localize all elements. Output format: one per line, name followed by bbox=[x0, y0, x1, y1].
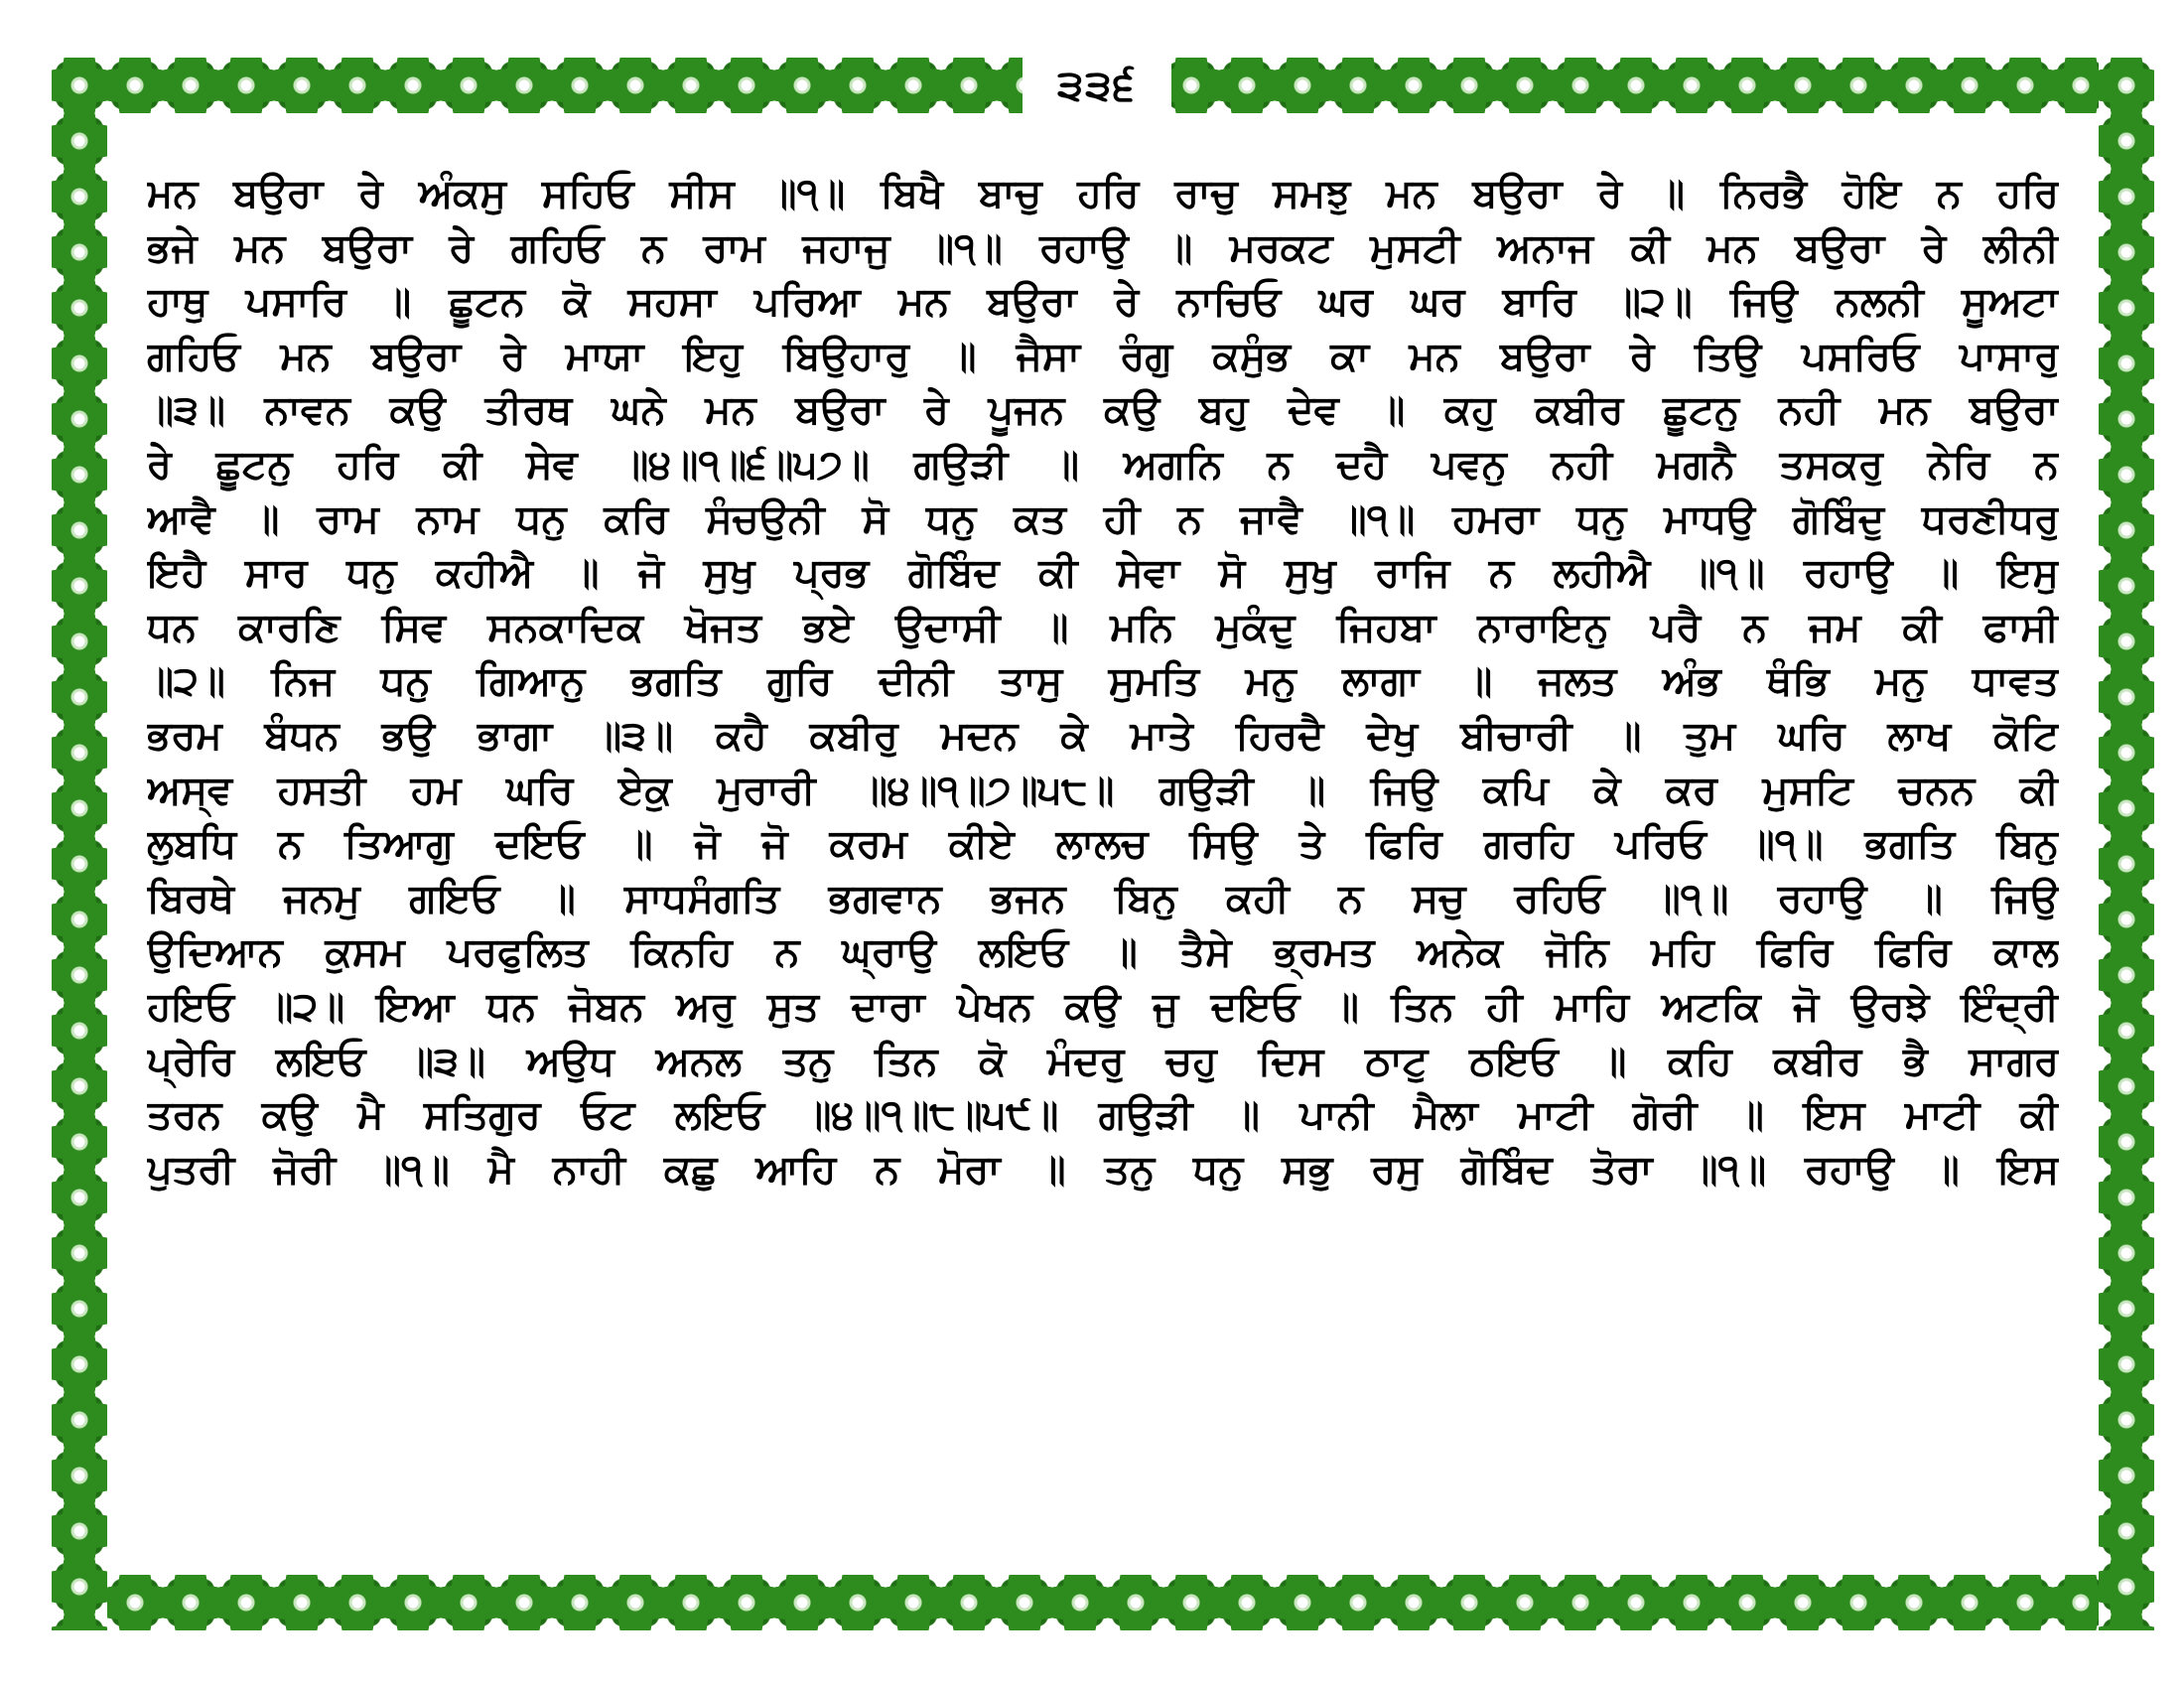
text-line: ਇਹੈ ਸਾਰ ਧਨੁ ਕਹੀਐ ॥ ਜੋ ਸੁਖੁ ਪ੍ਰਭ ਗੋਬਿੰਦ ਕੀ ਸੇਵਾ ਸੋ ਸੁਖੁ ਰਾਜਿ ਨ ਲਹੀਐ ॥੧॥ ਰਹਾਉ ॥ ਇਸੁ bbox=[147, 550, 2059, 597]
text-line: ਬਿਰਥੇ ਜਨਮੁ ਗਇਓ ॥ ਸਾਧਸੰਗਤਿ ਭਗਵਾਨ ਭਜਨ ਬਿਨੁ ਕਹੀ ਨ ਸਚੁ ਰਹਿਓ ॥੧॥ ਰਹਾਉ ॥ ਜਿਉ bbox=[147, 875, 2059, 921]
text-line: ਉਦਿਆਨ ਕੁਸਮ ਪਰਫੁਲਿਤ ਕਿਨਹਿ ਨ ਘ੍ਰਾਉ ਲਇਓ ॥ ਤੈਸੇ ਭ੍ਰਮਤ ਅਨੇਕ ਜੋਨਿ ਮਹਿ ਫਿਰਿ ਫਿਰਿ ਕਾਲ bbox=[147, 929, 2059, 976]
text-line: ਪ੍ਰੇਰਿ ਲਇਓ ॥੩॥ ਅਉਧ ਅਨਲ ਤਨੁ ਤਿਨ ਕੋ ਮੰਦਰੁ ਚਹੁ ਦਿਸ ਠਾਟੁ ਠਇਓ ॥ ਕਹਿ ਕਬੀਰ ਭੈ ਸਾਗਰ bbox=[147, 1038, 2059, 1084]
page-number-container bbox=[1023, 58, 1171, 113]
text-line: ਭਜੇ ਮਨ ਬਉਰਾ ਰੇ ਗਹਿਓ ਨ ਰਾਮ ਜਹਾਜੁ ॥੧॥ ਰਹਾਉ ॥ ਮਰਕਟ ਮੁਸਟੀ ਅਨਾਜ ਕੀ ਮਨ ਬਉਰਾ ਰੇ ਲੀਨੀ bbox=[147, 224, 2059, 271]
flower-border-left bbox=[52, 58, 107, 1630]
text-line: ਤਰਨ ਕਉ ਮੈ ਸਤਿਗੁਰ ਓਟ ਲਇਓ ॥੪॥੧॥੮॥੫੯॥ ਗਉੜੀ ॥ ਪਾਨੀ ਮੈਲਾ ਮਾਟੀ ਗੋਰੀ ॥ ਇਸ ਮਾਟੀ ਕੀ bbox=[147, 1092, 2059, 1139]
page-number: ੩੩੬ bbox=[1057, 61, 1137, 109]
flower-border-bottom bbox=[52, 1575, 2154, 1630]
text-line: ਧਨ ਕਾਰਣਿ ਸਿਵ ਸਨਕਾਦਿਕ ਖੋਜਤ ਭਏ ਉਦਾਸੀ ॥ ਮਨਿ ਮੁਕੰਦੁ ਜਿਹਬਾ ਨਾਰਾਇਨੁ ਪਰੈ ਨ ਜਮ ਕੀ ਫਾਸੀ bbox=[147, 604, 2059, 650]
text-line: ॥੩॥ ਨਾਵਨ ਕਉ ਤੀਰਥ ਘਨੇ ਮਨ ਬਉਰਾ ਰੇ ਪੂਜਨ ਕਉ ਬਹੁ ਦੇਵ ॥ ਕਹੁ ਕਬੀਰ ਛੂਟਨੁ ਨਹੀ ਮਨ ਬਉਰਾ bbox=[147, 387, 2059, 434]
text-line: ਹਾਥੁ ਪਸਾਰਿ ॥ ਛੂਟਨ ਕੋ ਸਹਸਾ ਪਰਿਆ ਮਨ ਬਉਰਾ ਰੇ ਨਾਚਿਓ ਘਰ ਘਰ ਬਾਰਿ ॥੨॥ ਜਿਉ ਨਲਨੀ ਸੂਅਟਾ bbox=[147, 279, 2059, 326]
text-line: ਗਹਿਓ ਮਨ ਬਉਰਾ ਰੇ ਮਾਯਾ ਇਹੁ ਬਿਉਹਾਰੁ ॥ ਜੈਸਾ ਰੰਗੁ ਕਸੁੰਭ ਕਾ ਮਨ ਬਉਰਾ ਰੇ ਤਿਉ ਪਸਰਿਓ ਪਾਸਾਰੁ bbox=[147, 333, 2059, 379]
text-line: ਅਸ੍ਵ ਹਸਤੀ ਹਮ ਘਰਿ ਏਕੁ ਮੁਰਾਰੀ ॥੪॥੧॥੭॥੫੮॥ ਗਉੜੀ ॥ ਜਿਉ ਕਪਿ ਕੇ ਕਰ ਮੁਸਟਿ ਚਨਨ ਕੀ bbox=[147, 767, 2059, 813]
text-line: ਰੇ ਛੂਟਨੁ ਹਰਿ ਕੀ ਸੇਵ ॥੪॥੧॥੬॥੫੭॥ ਗਉੜੀ ॥ ਅਗਨਿ ਨ ਦਹੈ ਪਵਨੁ ਨਹੀ ਮਗਨੈ ਤਸਕਰੁ ਨੇਰਿ ਨ bbox=[147, 441, 2059, 488]
text-line: ਮਨ ਬਉਰਾ ਰੇ ਅੰਕਸੁ ਸਹਿਓ ਸੀਸ ॥੧॥ ਬਿਖੈ ਬਾਚੁ ਹਰਿ ਰਾਚੁ ਸਮਝੁ ਮਨ ਬਉਰਾ ਰੇ ॥ ਨਿਰਭੈ ਹੋਇ ਨ ਹਰਿ bbox=[147, 171, 2059, 216]
flower-border-right bbox=[2099, 58, 2154, 1630]
text-line: ॥੨॥ ਨਿਜ ਧਨੁ ਗਿਆਨੁ ਭਗਤਿ ਗੁਰਿ ਦੀਨੀ ਤਾਸੁ ਸੁਮਤਿ ਮਨੁ ਲਾਗਾ ॥ ਜਲਤ ਅੰਭ ਥੰਭਿ ਮਨੁ ਧਾਵਤ bbox=[147, 658, 2059, 705]
scripture-text-block bbox=[147, 167, 2059, 1557]
text-line: ਭਰਮ ਬੰਧਨ ਭਉ ਭਾਗਾ ॥੩॥ ਕਹੈ ਕਬੀਰੁ ਮਦਨ ਕੇ ਮਾਤੇ ਹਿਰਦੈ ਦੇਖੁ ਬੀਚਾਰੀ ॥ ਤੁਮ ਘਰਿ ਲਾਖ ਕੋਟਿ bbox=[147, 712, 2059, 759]
text-line: ਹਇਓ ॥੨॥ ਇਆ ਧਨ ਜੋਬਨ ਅਰੁ ਸੁਤ ਦਾਰਾ ਪੇਖਨ ਕਉ ਜੁ ਦਇਓ ॥ ਤਿਨ ਹੀ ਮਾਹਿ ਅਟਕਿ ਜੋ ਉਰਝੇ ਇੰਦ੍ਰੀ bbox=[147, 983, 2059, 1030]
text-line: ਆਵੈ ॥ ਰਾਮ ਨਾਮ ਧਨੁ ਕਰਿ ਸੰਚਉਨੀ ਸੋ ਧਨੁ ਕਤ ਹੀ ਨ ਜਾਵੈ ॥੧॥ ਹਮਰਾ ਧਨੁ ਮਾਧਉ ਗੋਬਿੰਦੁ ਧਰਣੀਧਰੁ bbox=[147, 495, 2059, 542]
text-line: ਪੁਤਰੀ ਜੋਰੀ ॥੧॥ ਮੈ ਨਾਹੀ ਕਛੁ ਆਹਿ ਨ ਮੋਰਾ ॥ ਤਨੁ ਧਨੁ ਸਭੁ ਰਸੁ ਗੋਬਿੰਦ ਤੋਰਾ ॥੧॥ ਰਹਾਉ ॥ ਇਸ bbox=[147, 1146, 2059, 1193]
text-line: ਲੁਬਧਿ ਨ ਤਿਆਗੁ ਦਇਓ ॥ ਜੋ ਜੋ ਕਰਮ ਕੀਏ ਲਾਲਚ ਸਿਉ ਤੇ ਫਿਰਿ ਗਰਹਿ ਪਰਿਓ ॥੧॥ ਭਗਤਿ ਬਿਨੁ bbox=[147, 821, 2059, 868]
